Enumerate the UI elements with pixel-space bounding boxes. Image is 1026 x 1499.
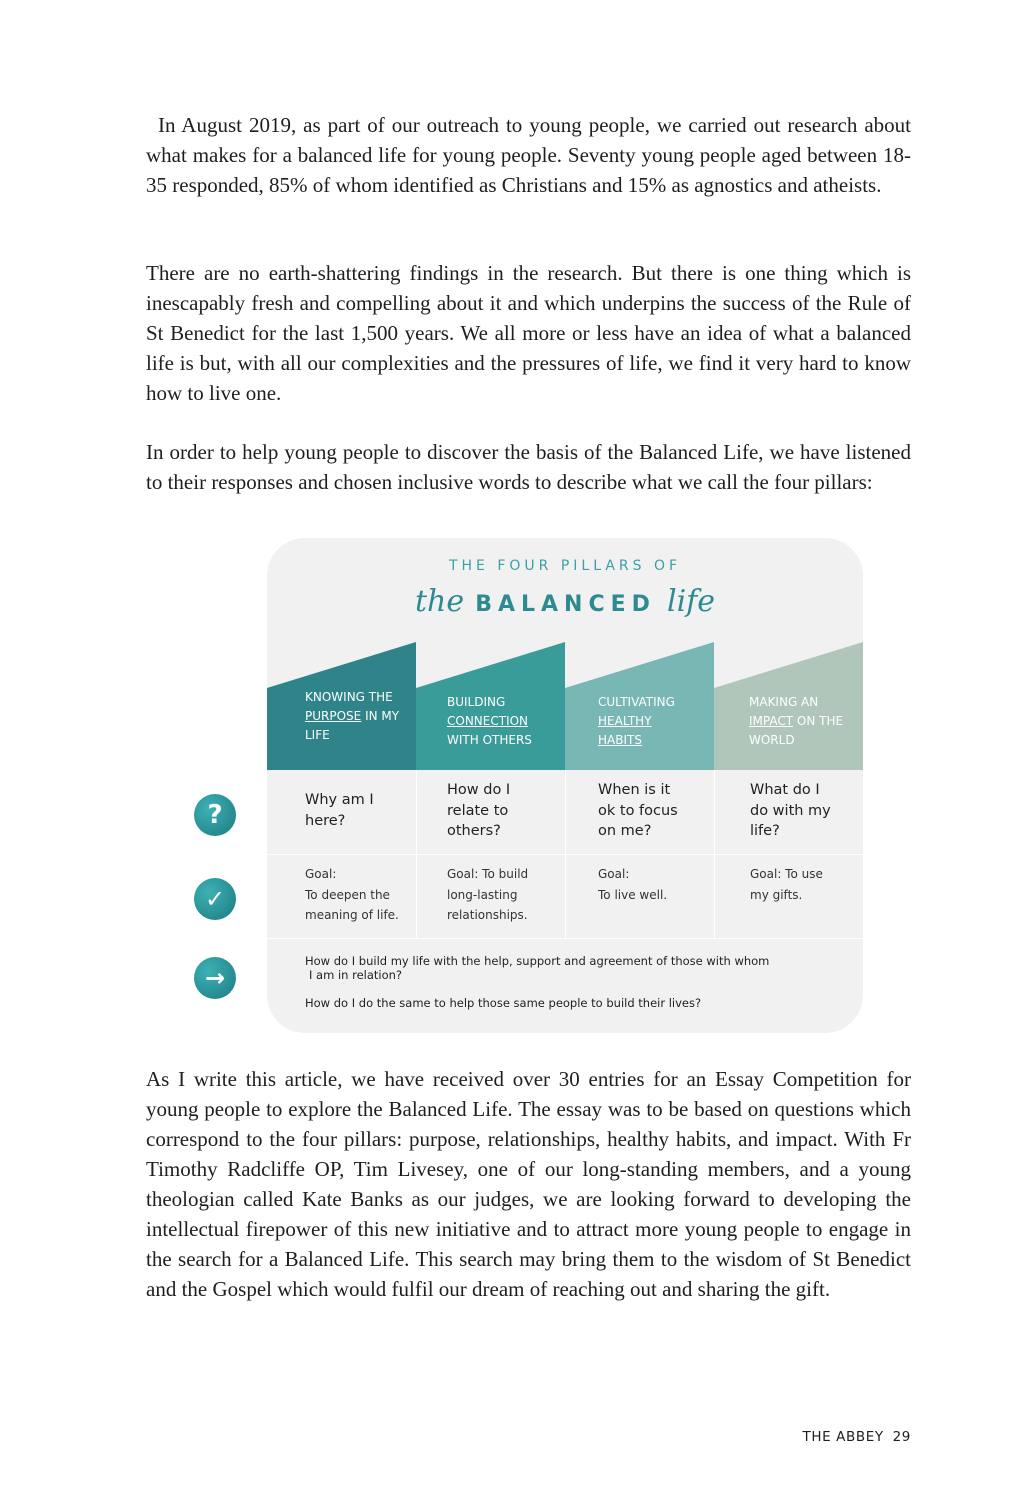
pillar-goal-purpose: Goal: To deepen the meaning of life. [305,867,399,922]
publication-name: THE ABBEY [802,1429,884,1445]
page-number: 29 [892,1429,911,1445]
figure-card [267,538,863,1033]
pillar-header-impact: MAKING AN IMPACT ON THE WORLD [749,695,844,747]
bottom-question-2: How do I do the same to help those same people to build their lives? [305,996,702,1010]
figure-title-top: THE FOUR PILLARS OF [448,558,682,574]
bottom-question-1: How do I build my life with the help, support and agreement of those with whom I am in relation? [305,954,770,982]
figure-title-the: the [414,584,465,619]
paragraph-essay-competition: As I write this article, we have received over 30 entries for an Essay Competition for young people to explore the Balanced Life. The essay was to be based on questions which correspond to the four pillars: purpose, relationships, healthy habits, and impact. With Fr Timothy Radcliffe OP, Tim Livesey, one of our long-standing members, and a young theologian called Kate Banks as our judges, we are looking forward to developing the intellectual firepower of this new initiative and to attract more young people to engage in the search for a Balanced Life. This search may bring them to the wisdom of St Benedict and the Gospel which would fulfil our dream of reaching out and sharing the gift. [146,1067,911,1301]
page-footer [803,1429,911,1445]
arrow-right-icon: → [194,957,236,999]
figure-title-balanced: BALANCED [475,592,656,617]
pillar-header-habits: CULTIVATING HEALTHY HABITS [598,695,675,747]
check-icon: ✓ [194,878,236,920]
paragraph-intro: In August 2019, as part of our outreach to young people, we carried out research about what makes for a balanced life for young people. Seventy young people aged between 18-35 responded, 85% of whom identified as Christians and 15% as agnostics and atheists. [146,113,911,197]
paragraph-findings: There are no earth-shattering findings in the research. But there is one thing which is inescapably fresh and compelling about it and which underpins the success of the Rule of St Benedict for the last 1,500 years. We all more or less have an idea of what a balanced life is but, with all our complexities and the pressures of life, we find it very hard to know how to live one. [146,261,911,405]
question-icon: ? [194,794,236,836]
grid-divider [267,938,863,939]
pillar-header-connection: BUILDING CONNECTION WITH OTHERS [447,695,532,747]
pillar-question-purpose: Why am I here? [305,792,374,829]
four-pillars-figure [191,536,863,1033]
pillar-goal-connection: Goal: To build long-lasting relationships. [447,867,529,922]
pillar-question-connection: How do I relate to others? [447,782,511,839]
pillar-header-purpose: KNOWING THE PURPOSE IN MY LIFE [305,690,400,742]
pillar-goal-impact: Goal: To use my gifts. [750,867,823,902]
pillar-question-habits: When is it ok to focus on me? [598,782,678,839]
grid-divider [267,854,863,855]
paragraph-pillars-intro: In order to help young people to discover the basis of the Balanced Life, we have listened to their responses and chosen inclusive words to describe what we call the four pillars: [146,440,911,494]
pillar-question-impact: What do I do with my life? [750,782,831,839]
figure-title-life: life [666,584,716,619]
pillar-goal-habits: Goal: To live well. [598,867,668,902]
